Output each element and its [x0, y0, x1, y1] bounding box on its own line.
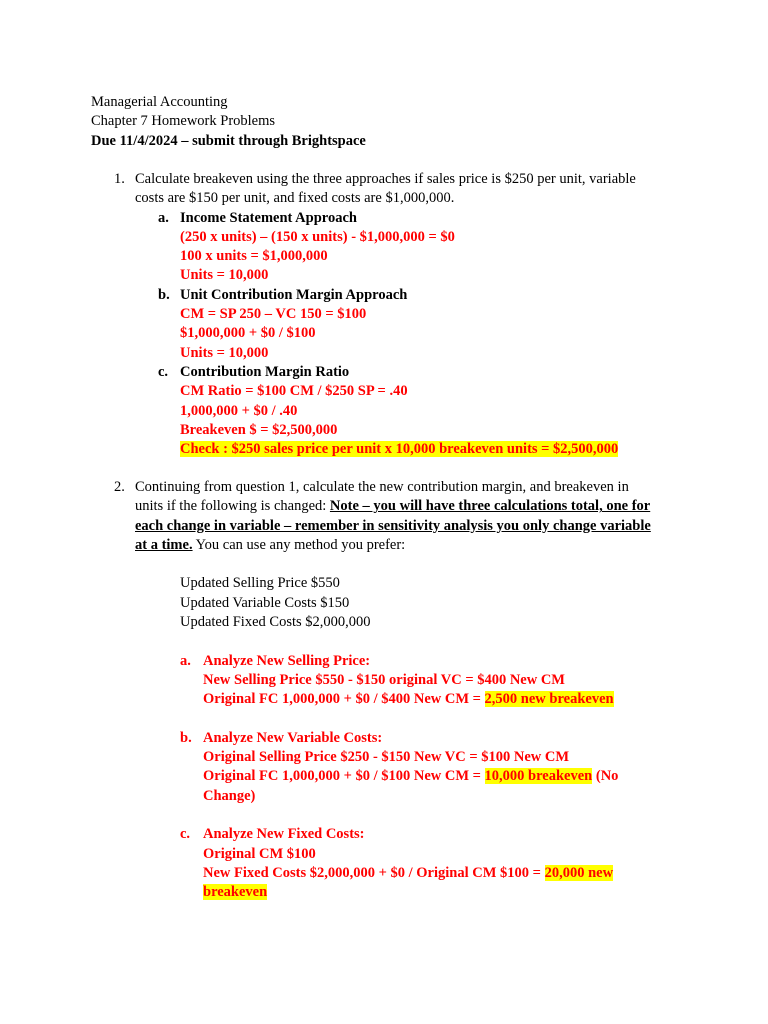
- q2-part-a-highlight: 2,500 new breakeven: [484, 691, 614, 708]
- question-2-text-plain: You can use any method you prefer:: [192, 536, 406, 553]
- q2-part-b-calc: Original FC 1,000,000 + $0 / $100 New CM =: [203, 768, 485, 785]
- q1-check-highlight: Check : $250 sales price per unit x 10,000 breakeven units = $2,500,000: [180, 441, 619, 458]
- q2-part-c-calc: New Fixed Costs $2,000,000 + $0 / Original CM $100 =: [203, 864, 545, 881]
- q2-part-c-highlight: breakeven: [203, 884, 268, 901]
- question-1-body: [135, 170, 695, 459]
- question-2-text-cont: [135, 497, 695, 516]
- q2-part-c-highlight: 20,000 new: [544, 864, 614, 881]
- updated-variable-costs: Updated Variable Costs $150: [180, 594, 350, 611]
- q1-part-b-line: CM = SP 250 – VC 150 = $100: [180, 306, 367, 323]
- question-2-note: at a time.: [135, 536, 193, 553]
- q1-part-b-label: b.: [158, 286, 170, 303]
- q1-part-c-line: 1,000,000 + $0 / .40: [180, 402, 298, 419]
- q2-part-a-calc: Original FC 1,000,000 + $0 / $400 New CM =: [203, 691, 485, 708]
- question-2-number: 2.: [114, 479, 125, 495]
- q1-part-a-label: a.: [158, 209, 169, 226]
- document-header: [91, 93, 366, 151]
- q2-part-a-line: [203, 690, 695, 709]
- q2-part-c-title: Analyze New Fixed Costs:: [203, 826, 365, 843]
- q1-part-a-line: (250 x units) – (150 x units) - $1,000,000 = $0: [180, 228, 455, 245]
- q1-part-a-line: Units = 10,000: [180, 267, 269, 284]
- updated-values: [135, 574, 695, 632]
- question-1-text: Calculate breakeven using the three approaches if sales price is $250 per unit, variable: [135, 171, 636, 187]
- updated-selling-price: Updated Selling Price $550: [180, 575, 340, 592]
- question-2-note: each change in variable – remember in sensitivity analysis you only change variable: [135, 517, 651, 534]
- q1-part-a: [135, 209, 695, 286]
- q1-part-c: [135, 363, 695, 459]
- chapter-title: Chapter 7 Homework Problems: [91, 113, 276, 130]
- q2-part-b-label: b.: [180, 729, 192, 746]
- q2-part-b-tail: (No: [592, 768, 619, 785]
- question-2-text-plain: units if the following is changed:: [135, 498, 330, 515]
- q2-part-b-line: Change): [203, 787, 256, 804]
- question-2-note-cont: [135, 517, 695, 536]
- q2-part-a-line: New Selling Price $550 - $150 original VC = $400 New CM: [203, 671, 565, 688]
- question-2-note-end: [135, 536, 695, 555]
- q1-part-b-line: Units = 10,000: [180, 344, 269, 361]
- q1-part-c-title: Contribution Margin Ratio: [180, 363, 350, 380]
- q2-part-a-title: Analyze New Selling Price:: [203, 652, 371, 669]
- question-2-note: Note – you will have three calculations total, one for: [329, 498, 651, 515]
- q2-part-b-line: [203, 767, 695, 786]
- question-2-body: [135, 478, 695, 903]
- q1-part-a-line: 100 x units = $1,000,000: [180, 248, 328, 265]
- q2-part-c: [135, 825, 695, 902]
- q1-part-c-label: c.: [158, 363, 169, 380]
- q2-part-c-line: Original CM $100: [203, 845, 316, 862]
- question-1-number: 1.: [114, 171, 125, 187]
- q2-part-b-highlight: 10,000 breakeven: [484, 768, 593, 785]
- question-2-text: Continuing from question 1, calculate the new contribution margin, and breakeven in: [135, 479, 629, 495]
- q1-part-c-line: Breakeven $ = $2,500,000: [180, 421, 338, 438]
- q2-part-a: [135, 652, 695, 710]
- q1-part-b-title: Unit Contribution Margin Approach: [180, 286, 408, 303]
- q2-part-b: [135, 729, 695, 806]
- q2-part-c-label: c.: [180, 826, 191, 843]
- q2-part-c-line: [203, 864, 695, 883]
- q1-part-b-line: $1,000,000 + $0 / $100: [180, 325, 316, 342]
- updated-fixed-costs: Updated Fixed Costs $2,000,000: [180, 614, 371, 631]
- due-date: Due 11/4/2024 – submit through Brightspace: [91, 132, 366, 149]
- q1-part-b: [135, 286, 695, 363]
- q1-part-c-line: CM Ratio = $100 CM / $250 SP = .40: [180, 383, 408, 400]
- q2-part-b-title: Analyze New Variable Costs:: [203, 729, 383, 746]
- q2-part-b-line: Original Selling Price $250 - $150 New VC = $100 New CM: [203, 749, 570, 766]
- question-1-text-cont: costs are $150 per unit, and fixed costs are $1,000,000.: [135, 190, 455, 207]
- q1-part-a-title: Income Statement Approach: [180, 209, 357, 226]
- q2-part-a-label: a.: [180, 652, 191, 669]
- q2-part-c-line: [203, 883, 695, 902]
- course-title: Managerial Accounting: [91, 94, 228, 110]
